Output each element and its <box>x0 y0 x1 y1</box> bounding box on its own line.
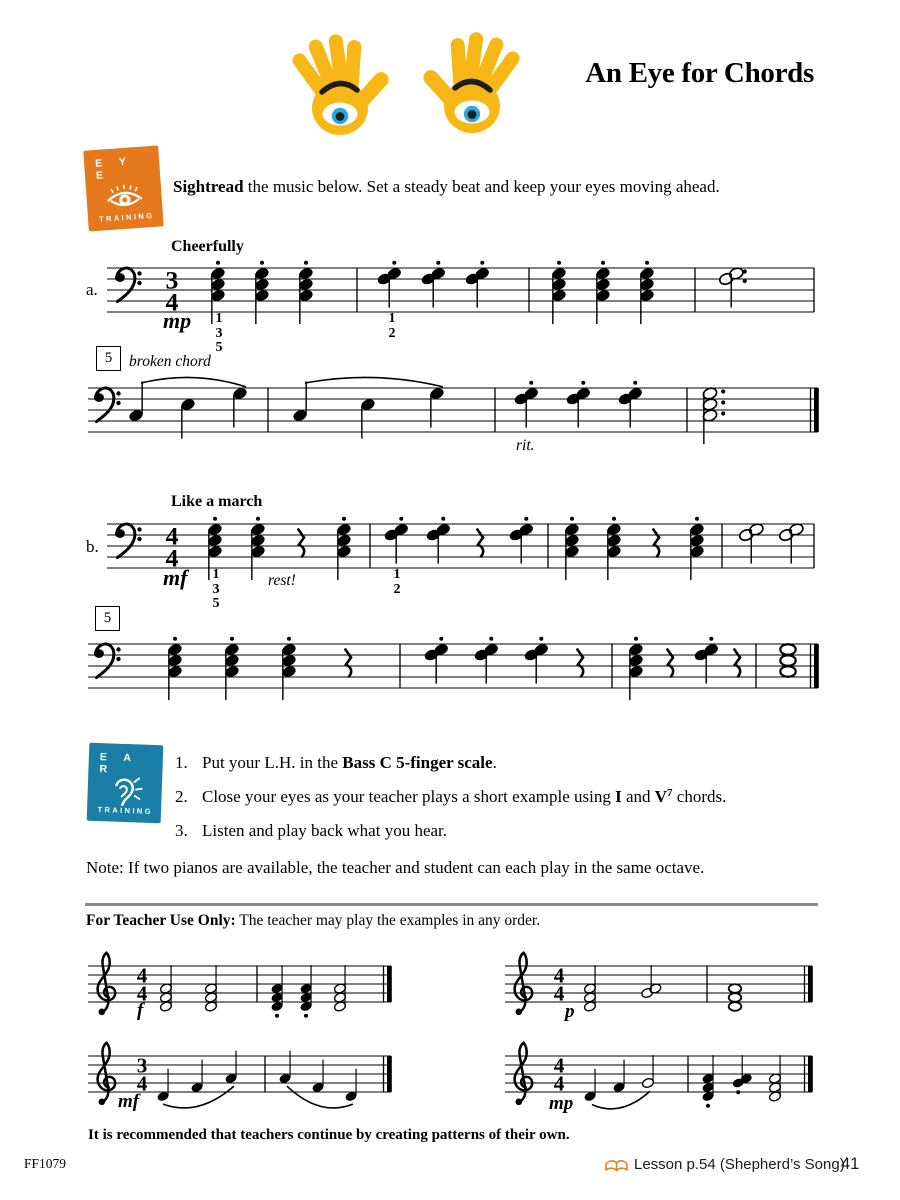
teachers-footnote: It is recommended that teachers continue by creating patterns of their own. <box>88 1127 570 1143</box>
ear-item-1 <box>175 753 497 773</box>
staff-system-b2 <box>88 637 819 700</box>
dynamic-mf-ex3: mf <box>118 1091 140 1112</box>
finger-number: 3 <box>212 581 220 597</box>
finger-number: 1 <box>388 311 396 326</box>
notehead <box>729 993 742 1002</box>
staccato-dot <box>304 1014 308 1018</box>
staccato-dot <box>392 261 396 265</box>
staccato-dot <box>645 261 649 265</box>
fingering-b-135 <box>207 568 225 612</box>
bass-clef-icon <box>115 268 142 302</box>
staccato-dot <box>213 517 217 521</box>
section-divider <box>85 903 818 906</box>
finger-number: 1 <box>393 567 401 582</box>
staccato-dot <box>441 517 445 521</box>
quarter-rest <box>667 650 673 677</box>
quarter-rest <box>653 530 659 557</box>
hands-with-eyes-icon <box>290 32 522 142</box>
eye-badge-label: E Y E <box>94 155 134 182</box>
fingering-b-12 <box>388 568 406 597</box>
fingering-a-12 <box>383 312 401 341</box>
quarter-rest <box>345 650 351 677</box>
slur <box>141 377 246 387</box>
hand-left-icon <box>290 33 392 135</box>
tempo-b: Like a march <box>171 493 263 510</box>
staccato-dot <box>342 517 346 521</box>
time-signature-digit: 4 <box>136 981 148 1006</box>
staccato-dot <box>489 637 493 641</box>
quarter-rest <box>298 530 304 557</box>
teacher-heading <box>86 912 540 930</box>
item-number: 1. <box>175 753 188 772</box>
eye-training-badge <box>83 145 163 231</box>
measure-number-box-b: 5 <box>95 606 120 631</box>
slur <box>592 1091 650 1109</box>
dynamic-p-ex2: p <box>565 1001 575 1022</box>
open-book-icon <box>604 1156 630 1173</box>
augmentation-dot <box>721 400 725 404</box>
finger-number: 2 <box>393 581 401 597</box>
staccato-dot <box>287 637 291 641</box>
staccato-dot <box>557 261 561 265</box>
finger-number: 1 <box>215 311 223 326</box>
quarter-rest <box>477 530 483 557</box>
staccato-dot <box>570 517 574 521</box>
ear-item-3 <box>175 821 447 841</box>
sightread-word: Sightread <box>173 177 244 196</box>
staccato-dot <box>480 261 484 265</box>
item-number: 3. <box>175 821 188 840</box>
finger-number: 3 <box>215 325 223 341</box>
staccato-dot <box>706 1104 710 1108</box>
notehead <box>729 1002 742 1011</box>
staccato-dot <box>275 1014 279 1018</box>
staccato-dot <box>230 637 234 641</box>
staccato-dot <box>634 637 638 641</box>
finger-number: 1 <box>212 567 220 582</box>
tempo-a: Cheerfully <box>171 238 244 255</box>
time-signature-digit: 4 <box>136 963 148 988</box>
pianos-note: Note: If two pianos are available, the teacher and student can each play in the same octave. <box>86 858 705 877</box>
time-signature-digit: 3 <box>165 265 179 295</box>
eye-badge-training-label: TRAINING <box>98 210 155 224</box>
staccato-dot <box>399 517 403 521</box>
hand-right-icon <box>420 32 522 133</box>
staccato-dot <box>581 381 585 385</box>
page-title: An Eye for Chords <box>585 57 814 89</box>
augmentation-dot <box>743 269 747 273</box>
time-signature-digit: 4 <box>165 521 179 551</box>
staccato-dot <box>539 637 543 641</box>
augmentation-dot <box>721 389 725 393</box>
time-signature-digit: 4 <box>136 1071 148 1096</box>
time-signature-digit: 4 <box>165 543 179 573</box>
bass-clef-icon <box>94 388 121 422</box>
exercise-b-label: b. <box>86 537 99 556</box>
finger-number: 2 <box>388 325 396 341</box>
staccato-dot <box>633 381 637 385</box>
staccato-dot <box>529 381 533 385</box>
finger-number: 5 <box>212 596 220 611</box>
catalog-code: FF1079 <box>24 1156 67 1171</box>
staccato-dot <box>256 517 260 521</box>
staff-system-t2 <box>505 953 813 1015</box>
item-text: Listen and play back what you hear. <box>202 821 448 840</box>
staccato-dot <box>524 517 528 521</box>
dynamic-mf-b: mf <box>163 565 188 590</box>
time-signature-digit: 4 <box>553 963 565 988</box>
lesson-reference: Lesson p.54 (Shepherd’s Song) <box>634 1156 845 1173</box>
staccato-dot <box>304 261 308 265</box>
rest-label: rest! <box>268 572 296 589</box>
ear-training-badge <box>87 743 164 824</box>
staccato-dot <box>601 261 605 265</box>
measure-number-box-a: 5 <box>96 346 121 371</box>
notehead <box>780 655 795 666</box>
notehead <box>729 984 742 993</box>
staff-system-a2 <box>88 377 819 444</box>
exercise-a-label: a. <box>86 280 98 299</box>
augmentation-dot <box>721 411 725 415</box>
sightread-instruction <box>173 177 720 197</box>
dynamic-mp-ex4: mp <box>549 1093 574 1114</box>
broken-chord-label: broken chord <box>129 353 211 370</box>
sightread-rest: the music below. Set a steady beat and keep your eyes moving ahead. <box>243 177 720 196</box>
ear-badge-training-label: TRAINING <box>97 805 154 816</box>
staccato-dot <box>736 1090 740 1094</box>
bass-clef-icon <box>115 524 142 558</box>
staff-system-t1 <box>88 953 392 1018</box>
finger-number: 5 <box>215 340 223 355</box>
staccato-dot <box>709 637 713 641</box>
staccato-dot <box>260 261 264 265</box>
dynamic-mp-a: mp <box>163 308 192 333</box>
fingering-a-135 <box>210 312 228 356</box>
eye-icon <box>102 181 146 212</box>
augmentation-dot <box>743 279 747 283</box>
item-text: Close your eyes as your teacher plays a short example using I and $V^7$ chords. <box>202 787 727 806</box>
staccato-dot <box>436 261 440 265</box>
time-signature-digit: 4 <box>165 287 179 317</box>
ear-item-2 <box>175 787 726 807</box>
notehead <box>780 666 795 677</box>
teacher-heading-bold: For Teacher Use Only: <box>86 912 236 929</box>
time-signature-digit: 3 <box>136 1053 148 1078</box>
slur <box>305 377 443 387</box>
staccato-dot <box>612 517 616 521</box>
item-number: 2. <box>175 787 188 806</box>
page-number: 41 <box>841 1155 860 1173</box>
staccato-dot <box>216 261 220 265</box>
time-signature-digit: 4 <box>553 1071 565 1096</box>
time-signature-digit: 4 <box>553 1053 565 1078</box>
staccato-dot <box>695 517 699 521</box>
quarter-rest <box>577 650 583 677</box>
notehead <box>780 644 795 655</box>
rit-label: rit. <box>516 437 535 454</box>
quarter-rest <box>734 650 740 677</box>
staccato-dot <box>173 637 177 641</box>
teacher-heading-text: The teacher may play the examples in any order. <box>235 912 541 929</box>
staccato-dot <box>439 637 443 641</box>
dynamic-f-ex1: f <box>137 1000 144 1021</box>
ear-badge-label: E A R <box>99 751 138 776</box>
bass-clef-icon <box>94 644 121 678</box>
time-signature-digit: 4 <box>553 981 565 1006</box>
ear-icon <box>105 775 144 806</box>
item-text: Put your L.H. in the Bass C 5-finger scale. <box>202 753 497 772</box>
